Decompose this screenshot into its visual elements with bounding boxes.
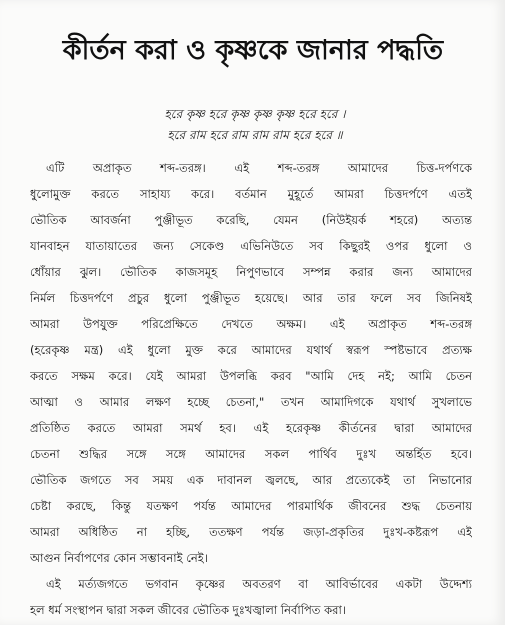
paragraph-line: যানবাহন যাতায়াতের জন্য সেকেণ্ড এভিনিউতে সব কিছুরই ওপর ধুলো ও xyxy=(30,239,472,253)
paragraph-line: ধোঁয়ার ঝুল। ভৌতিক কাজসমূহ নিপুণভাবে সম্পন্ন করার জন্য আমাদের xyxy=(30,265,472,279)
paragraph-line: আত্মা ও আমার লক্ষণ হচ্ছে চেতনা," তখন আমাদিগকে যথার্থ সুখলাভে xyxy=(30,395,472,409)
paragraph-line: আমরা উপযুক্ত পরিপ্রেক্ষিতে দেখতে অক্ষম। এই অপ্রাকৃত শব্দ-তরঙ্গ xyxy=(30,317,472,331)
paragraph-line: নির্মল চিত্তদর্পণে প্রচুর ধুলো পুঞ্জীভূত হয়েছে। আর তার ফলে সব জিনিষই xyxy=(30,291,472,305)
paragraph-line: এটি অপ্রাকৃত শব্দ-তরঙ্গ। এই শব্দ-তরঙ্গ আমাদের চিত্ত-দর্পণকে xyxy=(46,161,472,175)
mantra-line: হরে রাম হরে রাম রাম রাম হরে হরে ॥ xyxy=(167,128,343,142)
mantra-line: হরে কৃষ্ণ হরে কৃষ্ণ কৃষ্ণ কৃষ্ণ হরে হরে । xyxy=(164,107,346,121)
paragraph-line: ধুলোমুক্ত করতে সাহায্য করে। বর্তমান মুহূর্তে আমরা চিত্তদর্পণে এতই xyxy=(30,187,472,201)
paragraph-line: করতে সক্ষম করে। যেই আমরা উপলব্ধি করব "আমি দেহ নই; আমি চেতন xyxy=(30,369,472,383)
paragraph-line: চেষ্টা করছে, কিন্তু যতক্ষণ পর্যন্ত আমাদের পারমার্থিক জীবনের শুদ্ধ চেতনায় xyxy=(30,499,472,513)
paragraph-line: ভৌতিক জগতে সব সময় এক দাবানল জ্বলছে, আর প্রত্যেকেই তা নিভানোর xyxy=(30,473,472,487)
paragraph-line: হল ধর্ম সংস্থাপন দ্বারা সকল জীবের ভৌতিক দুঃখজ্বালা নির্বাপিত করা। xyxy=(30,603,346,617)
paragraph-line: চেতনা শুদ্ধির সঙ্গে সঙ্গে আমাদের সকল পার্থিব দুঃখ অন্তর্হিত হবে। xyxy=(30,447,472,461)
paragraph-line: আগুন নির্বাপণের কোন সম্ভাবনাই নেই। xyxy=(30,551,208,565)
paragraph-line: এই মর্ত্যজগতে ভগবান কৃষ্ণের অবতরণ বা আবির্ভাবের একটা উদ্দেশ্য xyxy=(46,577,472,591)
body-text xyxy=(30,155,472,623)
paragraph-line: প্রতিষ্ঠিত করতে আমরা সমর্থ হব। এই হরেকৃষ্ণ কীর্তনের দ্বারা আমাদের xyxy=(30,421,472,435)
paragraph-line: আমরা অধিষ্ঠিত না হচ্ছি, ততক্ষণ পর্যন্ত জড়া-প্রকৃতির দুঃখ-কষ্টরূপ এই xyxy=(30,525,472,539)
paragraph-line: (হরেকৃষ্ণ মন্ত্র) এই ধুলো মুক্ত করে আমাদের যথার্থ স্বরূপ স্পষ্টভাবে প্রত্যক্ষ xyxy=(30,343,472,357)
chapter-title: কীর্তন করা ও কৃষ্ণকে জানার পদ্ধতি xyxy=(62,35,444,66)
paragraph-line: ভৌতিক আবর্জনা পুঞ্জীভূত করেছি, যেমন (নিউইয়র্ক শহরে) অত্যন্ত xyxy=(30,213,472,227)
